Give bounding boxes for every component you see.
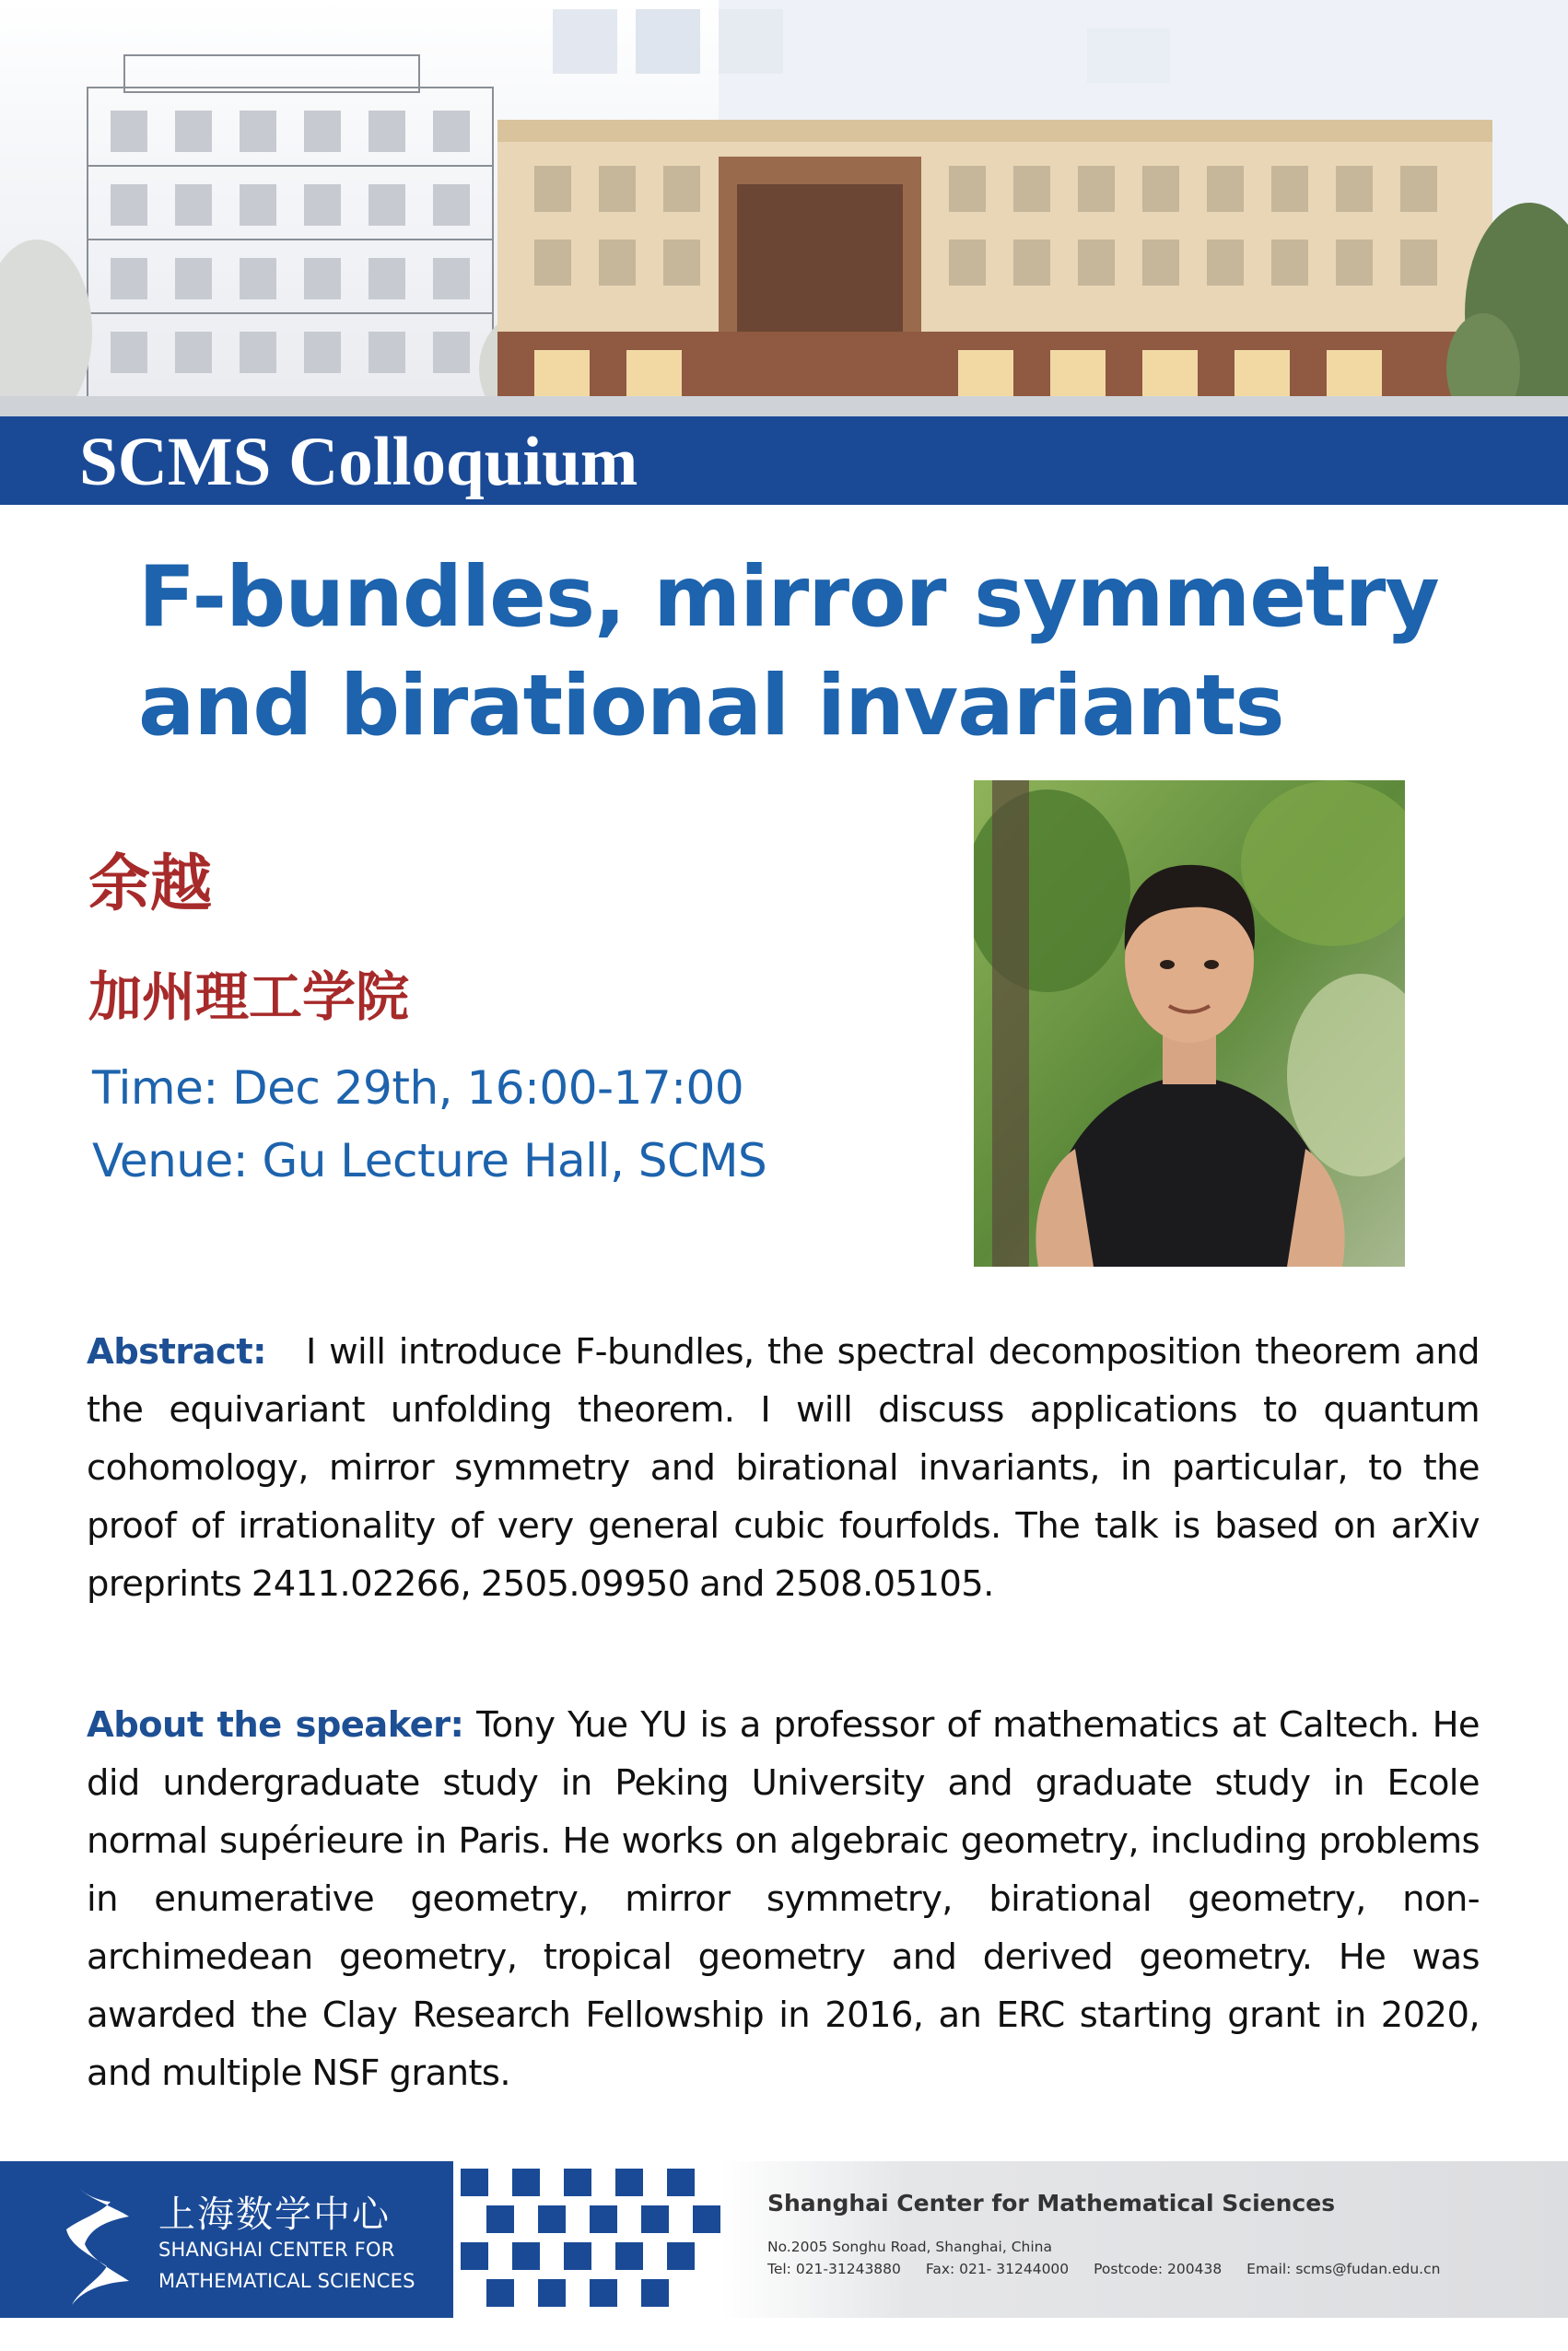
talk-venue: Venue: Gu Lecture Hall, SCMS: [92, 1134, 767, 1187]
talk-title-line-1: F-bundles, mirror symmetry: [138, 549, 1439, 646]
logo-english-line-1: SHANGHAI CENTER FOR: [158, 2239, 395, 2261]
speaker-affiliation: 加州理工学院: [88, 965, 410, 1028]
about-speaker-paragraph: [87, 1696, 1480, 2102]
about-speaker-label: About the speaker:: [87, 1704, 464, 1746]
scms-logo-icon: [66, 2187, 129, 2305]
footer-contact: [767, 2261, 1460, 2277]
footer-email: Email: scms@fudan.edu.cn: [1246, 2261, 1441, 2277]
footer-org-name: Shanghai Center for Mathematical Sciences: [767, 2190, 1336, 2216]
talk-title: [138, 544, 1474, 761]
speaker-name: 余越: [88, 848, 212, 919]
about-speaker-text: Tony Yue YU is a professor of mathematics at Caltech. He did undergraduate study in Peking University and graduate study in Ecole normal supérieure in Paris. He works on algebraic geometry, including problems in enumerative geometry, mirror symmetry, birational geometry, non-archimedean geometry, tropical geometry and derived geometry. He was awarded the Clay Research Fellowship in 2016, an ERC starting grant in 2020, and multiple NSF grants.: [87, 1704, 1480, 2094]
footer-tel: Tel: 021-31243880: [767, 2261, 901, 2277]
footer-postcode: Postcode: 200438: [1094, 2261, 1223, 2277]
abstract-label: Abstract:: [87, 1331, 266, 1373]
abstract-text: I will introduce F-bundles, the spectral decomposition theorem and the equivariant unfolding theorem. I will discuss applications to quantum cohomology, mirror symmetry and birational invariants, in particular, to the proof of irrationality of very general cubic fourfolds. The talk is based on arXiv preprints 2411.02266, 2505.09950 and 2508.05105.: [87, 1331, 1480, 1605]
talk-title-line-2: and birational invariants: [138, 658, 1284, 754]
talk-time: Time: Dec 29th, 16:00-17:00: [92, 1061, 744, 1115]
logo-chinese-name: 上海数学中心: [158, 2193, 391, 2236]
building-illustration: [0, 0, 1568, 416]
speaker-photo: [974, 780, 1405, 1267]
footer-address: No.2005 Songhu Road, Shanghai, China: [767, 2239, 1052, 2255]
logo-english-line-2: MATHEMATICAL SCIENCES: [158, 2270, 415, 2292]
banner-title: SCMS Colloquium: [79, 424, 638, 500]
abstract-paragraph: [87, 1323, 1480, 1613]
footer-fax: Fax: 021- 31244000: [925, 2261, 1070, 2277]
